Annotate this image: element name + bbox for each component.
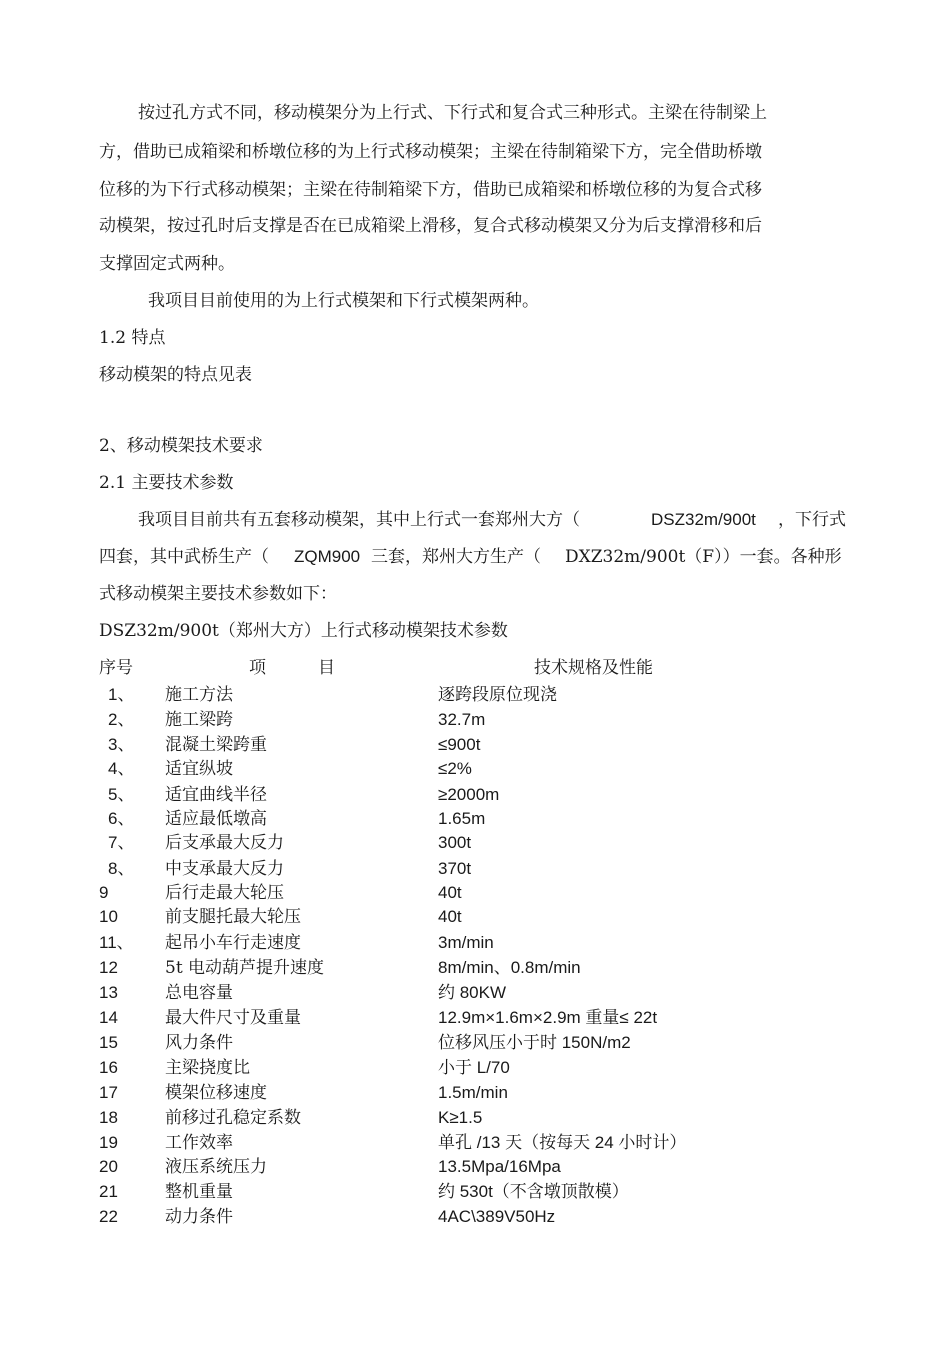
row-spec: 3m/min bbox=[438, 933, 494, 952]
table-row bbox=[0, 684, 950, 708]
row-spec: ≤900t bbox=[438, 735, 481, 754]
table-row bbox=[0, 932, 950, 956]
header-no: 序号 bbox=[99, 658, 133, 678]
row-item: 混凝土梁跨重 bbox=[165, 735, 267, 755]
table-title: DSZ32m/900t（郑州大方）上行式移动模架技术参数 bbox=[99, 621, 508, 641]
para-line-3: 式移动模架主要技术参数如下： bbox=[99, 584, 337, 604]
table-row bbox=[0, 1107, 950, 1131]
table-row bbox=[0, 709, 950, 733]
row-item: 液压系统压力 bbox=[165, 1157, 267, 1177]
table-row bbox=[0, 906, 950, 930]
row-item: 最大件尺寸及重量 bbox=[165, 1008, 301, 1028]
row-spec: 单孔 /13 天（按每天 24 小时计） bbox=[438, 1133, 687, 1152]
row-no: 7、 bbox=[108, 833, 135, 852]
row-spec: 32.7m bbox=[438, 710, 486, 729]
para-line-2d: DXZ32m/900t（F））一套。各种形 bbox=[565, 547, 842, 567]
row-item: 起吊小车行走速度 bbox=[165, 933, 301, 953]
row-spec: 逐跨段原位现浇 bbox=[438, 685, 557, 704]
row-spec: 位移风压小于时 150N/m2 bbox=[438, 1033, 631, 1052]
para-line-2c: 三套，郑州大方生产（ bbox=[371, 547, 541, 567]
row-spec: 1.5m/min bbox=[438, 1083, 508, 1102]
section-2-1-heading: 2.1 主要技术参数 bbox=[99, 473, 234, 493]
row-item: 中支承最大反力 bbox=[165, 859, 284, 879]
table-row bbox=[0, 1082, 950, 1106]
row-spec: 300t bbox=[438, 833, 472, 852]
row-no: 13 bbox=[99, 983, 118, 1002]
table-row bbox=[0, 1057, 950, 1081]
para-line-1a: 我项目目前共有五套移动模架，其中上行式一套郑州大方（ bbox=[138, 510, 580, 530]
row-spec: 约 530t（不含墩顶散模） bbox=[438, 1182, 629, 1201]
row-no: 11、 bbox=[99, 933, 134, 952]
row-no: 19 bbox=[99, 1133, 118, 1152]
row-no: 14 bbox=[99, 1008, 118, 1027]
row-spec: 4AC\389V50Hz bbox=[438, 1207, 556, 1226]
table-row bbox=[0, 1007, 950, 1031]
row-item: 动力条件 bbox=[165, 1207, 233, 1227]
table-row bbox=[0, 1132, 950, 1156]
row-item: 适宜曲线半径 bbox=[165, 785, 267, 805]
row-no: 1、 bbox=[108, 685, 135, 704]
row-item: 前支腿托最大轮压 bbox=[165, 907, 301, 927]
row-spec: 40t bbox=[438, 883, 462, 902]
row-no: 12 bbox=[99, 958, 118, 977]
row-no: 22 bbox=[99, 1207, 118, 1226]
section-2-heading: 2、移动模架技术要求 bbox=[99, 436, 263, 456]
row-no: 9 bbox=[99, 883, 109, 902]
header-item-b: 目 bbox=[318, 658, 335, 678]
intro-line-2: 方，借助已成箱梁和桥墩位移的为上行式移动模架；主梁在待制箱梁下方，完全借助桥墩 bbox=[99, 142, 762, 162]
row-no: 10 bbox=[99, 907, 118, 926]
row-item: 5t 电动葫芦提升速度 bbox=[165, 958, 325, 978]
table-row bbox=[0, 758, 950, 782]
row-item: 整机重量 bbox=[165, 1182, 233, 1202]
row-no: 8、 bbox=[108, 859, 135, 878]
para-line-2b: ZQM900 bbox=[294, 547, 361, 566]
header-item-a: 项 bbox=[249, 658, 266, 678]
row-spec: 1.65m bbox=[438, 809, 486, 828]
row-no: 15 bbox=[99, 1033, 118, 1052]
table-row bbox=[0, 982, 950, 1006]
row-item: 施工方法 bbox=[165, 685, 233, 705]
table-row bbox=[0, 808, 950, 832]
row-item: 适宜纵坡 bbox=[165, 759, 233, 779]
section-1-2-heading: 1.2 特点 bbox=[99, 328, 166, 348]
row-item: 总电容量 bbox=[165, 983, 233, 1003]
table-row bbox=[0, 734, 950, 758]
row-no: 21 bbox=[99, 1182, 118, 1201]
row-no: 20 bbox=[99, 1157, 118, 1176]
row-no: 4、 bbox=[108, 759, 135, 778]
row-no: 6、 bbox=[108, 809, 135, 828]
row-item: 模架位移速度 bbox=[165, 1083, 267, 1103]
row-no: 2、 bbox=[108, 710, 135, 729]
para-line-2a: 四套，其中武桥生产（ bbox=[99, 547, 269, 567]
row-no: 5、 bbox=[108, 785, 135, 804]
table-row bbox=[0, 1032, 950, 1056]
table-row bbox=[0, 1156, 950, 1180]
row-spec: 13.5Mpa/16Mpa bbox=[438, 1157, 561, 1176]
usage-line: 我项目目前使用的为上行式模架和下行式模架两种。 bbox=[148, 291, 539, 311]
row-item: 前移过孔稳定系数 bbox=[165, 1108, 301, 1128]
row-item: 后行走最大轮压 bbox=[165, 883, 284, 903]
para-line-1c: ，下行式 bbox=[778, 510, 846, 530]
row-item: 后支承最大反力 bbox=[165, 833, 284, 853]
intro-line-4: 动模架，按过孔时后支撑是否在已成箱梁上滑移，复合式移动模架又分为后支撑滑移和后 bbox=[99, 216, 762, 236]
row-no: 18 bbox=[99, 1108, 118, 1127]
row-item: 适应最低墩高 bbox=[165, 809, 267, 829]
row-item: 风力条件 bbox=[165, 1033, 233, 1053]
intro-line-3: 位移的为下行式移动模架；主梁在待制箱梁下方，借助已成箱梁和桥墩位移的为复合式移 bbox=[99, 180, 762, 200]
table-row bbox=[0, 882, 950, 906]
row-spec: 约 80KW bbox=[438, 983, 507, 1002]
intro-line-5: 支撑固定式两种。 bbox=[99, 254, 235, 274]
header-spec: 技术规格及性能 bbox=[534, 658, 653, 678]
row-spec: 8m/min、0.8m/min bbox=[438, 958, 581, 977]
table-row bbox=[0, 832, 950, 856]
table-row bbox=[0, 784, 950, 808]
table-row bbox=[0, 1181, 950, 1205]
row-spec: ≥2000m bbox=[438, 785, 500, 804]
row-spec: 12.9m×1.6m×2.9m 重量≤ 22t bbox=[438, 1008, 658, 1027]
intro-line-1: 按过孔方式不同，移动模架分为上行式、下行式和复合式三种形式。主梁在待制梁上 bbox=[138, 103, 767, 123]
row-spec: 小于 L/70 bbox=[438, 1058, 510, 1077]
row-no: 17 bbox=[99, 1083, 118, 1102]
table-row bbox=[0, 858, 950, 882]
row-item: 工作效率 bbox=[165, 1133, 233, 1153]
row-item: 施工梁跨 bbox=[165, 710, 233, 730]
para-line-1b: DSZ32m/900t bbox=[651, 510, 756, 529]
row-no: 16 bbox=[99, 1058, 118, 1077]
row-no: 3、 bbox=[108, 735, 135, 754]
row-spec: K≥1.5 bbox=[438, 1108, 483, 1127]
row-item: 主梁挠度比 bbox=[165, 1058, 250, 1078]
row-spec: ≤2% bbox=[438, 759, 472, 778]
table-row bbox=[0, 1206, 950, 1230]
section-1-2-text: 移动模架的特点见表 bbox=[99, 365, 252, 385]
row-spec: 370t bbox=[438, 859, 472, 878]
table-header bbox=[0, 657, 950, 681]
row-spec: 40t bbox=[438, 907, 462, 926]
table-row bbox=[0, 957, 950, 981]
